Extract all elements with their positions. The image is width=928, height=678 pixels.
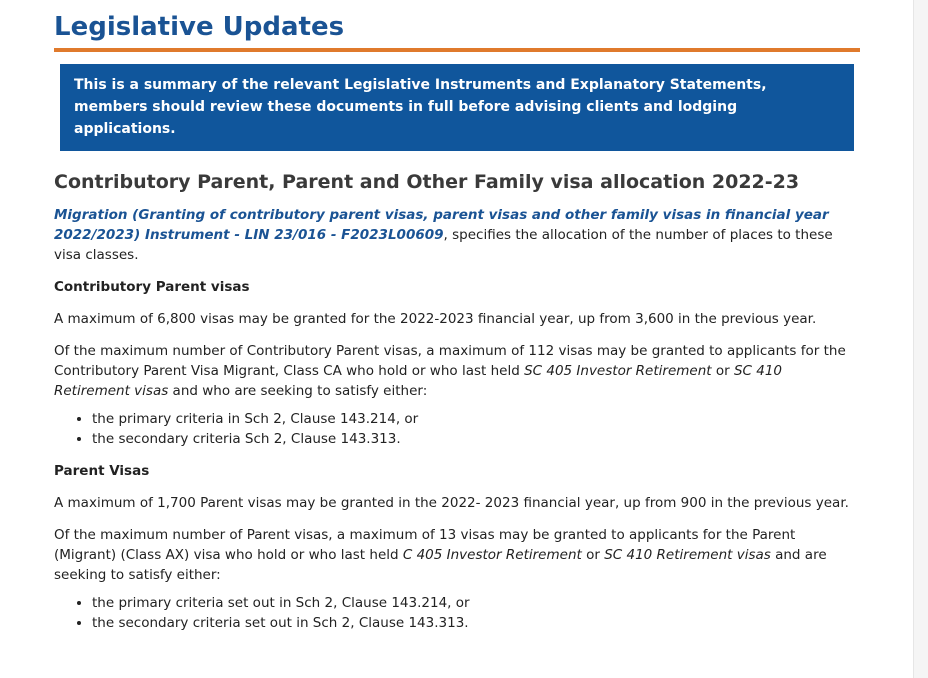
section-heading: Contributory Parent, Parent and Other Family visa allocation 2022-23	[54, 171, 800, 193]
list-item: • the secondary criteria Sch 2, Clause 143.313.	[92, 429, 860, 449]
contributory-heading: Contributory Parent visas	[54, 279, 250, 295]
parent-heading: Parent Visas	[54, 463, 150, 479]
article	[54, 0, 860, 633]
list-item: • the primary criteria in Sch 2, Clause 143.214, or	[92, 409, 860, 429]
parent-criteria-list	[54, 593, 860, 633]
parent-allocation-paragraph: Of the maximum number of Parent visas, a maximum of 13 visas may be granted to applicants for the Parent (Migrant) (Class AX) visa who hold or who last held C 405 Investor Retirement or SC 410 Retirement visas and are seeking to satisfy either:	[54, 527, 827, 583]
title-divider	[54, 48, 860, 52]
vertical-scrollbar[interactable]	[913, 0, 928, 678]
contributory-max-paragraph: A maximum of 6,800 visas may be granted for the 2022-2023 financial year, up from 3,600 in the previous year.	[54, 311, 817, 327]
contributory-allocation-paragraph: Of the maximum number of Contributory Parent visas, a maximum of 112 visas may be granted to applicants for the Contributory Parent Visa Migrant, Class CA who hold or who last held SC 405 Investor Retirement or SC 410 Retirement visas and who are seeking to satisfy either:	[54, 343, 846, 399]
instrument-link[interactable]: Migration (Granting of contributory parent visas, parent visas and other family visas in financial year 2022/2023) Instrument - LIN 23/016 - F2023L00609	[54, 207, 829, 243]
list-item: • the secondary criteria set out in Sch 2, Clause 143.313.	[92, 613, 860, 633]
parent-max-paragraph: A maximum of 1,700 Parent visas may be granted in the 2022- 2023 financial year, up from 900 in the previous year.	[54, 495, 849, 511]
intro-paragraph	[54, 205, 860, 265]
contributory-criteria-list	[54, 409, 860, 449]
intro-text: , specifies the allocation of the number of places to these visa classes.	[54, 227, 833, 263]
list-item: • the primary criteria set out in Sch 2, Clause 143.214, or	[92, 593, 860, 613]
page-title: Legislative Updates	[54, 12, 345, 42]
summary-notice: This is a summary of the relevant Legislative Instruments and Explanatory Statements, members should review these documents in full before advising clients and lodging applications.	[60, 64, 854, 151]
